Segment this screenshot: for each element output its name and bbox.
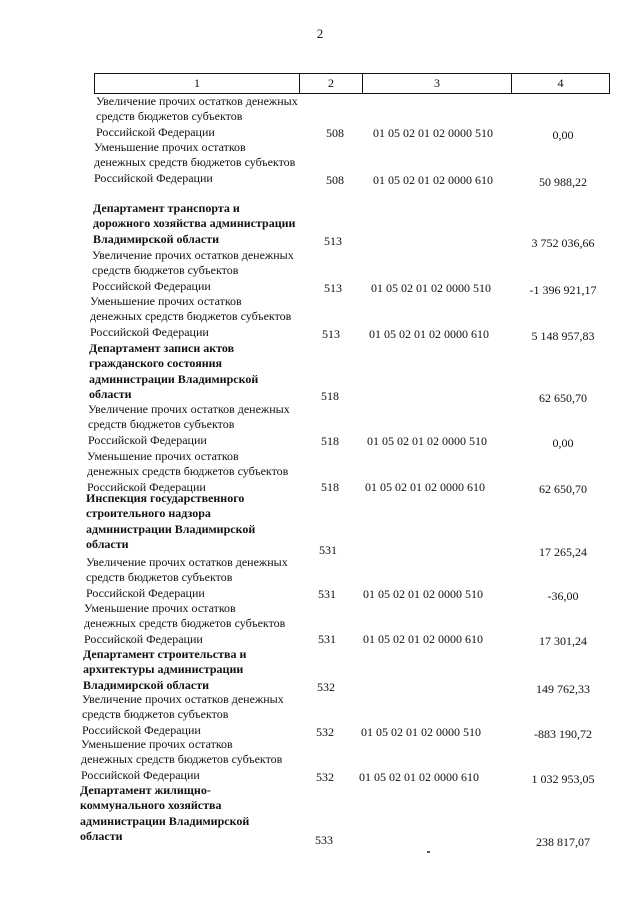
row-code: 531	[318, 587, 336, 601]
header-col-1: 1	[95, 74, 300, 93]
row-kbk-code: 01 05 02 01 02 0000 610	[365, 480, 485, 494]
row-kbk-code: 01 05 02 01 02 0000 510	[373, 126, 493, 140]
row-amount: 62 650,70	[539, 391, 587, 405]
scan-speck	[427, 851, 430, 853]
row-kbk-code: 01 05 02 01 02 0000 610	[359, 770, 479, 784]
row-code: 508	[326, 173, 344, 187]
row-amount: 17 301,24	[539, 634, 587, 648]
table-header	[94, 73, 610, 94]
row-amount: 238 817,07	[536, 835, 590, 849]
row-description: Уменьшение прочих остатков денежных средств бюджетов субъектов Российской Федерации	[81, 737, 283, 782]
row-description: Увеличение прочих остатков денежных средств бюджетов субъектов Российской Федерации	[86, 555, 288, 600]
header-col-4: 4	[557, 76, 564, 90]
row-code: 513	[324, 281, 342, 295]
row-description: Увеличение прочих остатков денежных средств бюджетов субъектов Российской Федерации	[82, 692, 284, 737]
row-amount: 3 752 036,66	[531, 236, 595, 250]
row-code: 532	[316, 725, 334, 739]
row-description: Уменьшение прочих остатков денежных средств бюджетов субъектов Российской Федерации	[84, 601, 286, 646]
row-code: 532	[317, 680, 335, 694]
row-description: Департамент жилищно- коммунального хозяйства администрации Владимирской области	[80, 783, 250, 843]
row-description: Департамент строительства и архитектуры администрации Владимирской области	[83, 647, 247, 692]
row-kbk-code: 01 05 02 01 02 0000 610	[369, 327, 489, 341]
row-code: 518	[321, 434, 339, 448]
row-description: Инспекция государственного строительного надзора администрации Владимирской области	[86, 491, 256, 551]
row-code: 508	[326, 126, 344, 140]
row-description: Уменьшение прочих остатков денежных средств бюджетов субъектов Российской Федерации	[94, 140, 296, 185]
row-description: Увеличение прочих остатков денежных средств бюджетов субъектов Российской Федерации	[96, 94, 298, 139]
row-amount: 5 148 957,83	[531, 329, 595, 343]
row-description: Увеличение прочих остатков денежных средств бюджетов субъектов Российской Федерации	[92, 248, 294, 293]
row-code: 518	[321, 389, 339, 403]
row-code: 532	[316, 770, 334, 784]
row-code: 533	[315, 833, 333, 847]
row-amount: -36,00	[547, 589, 579, 603]
row-code: 531	[319, 543, 337, 557]
row-amount: -1 396 921,17	[529, 283, 597, 297]
row-code: 513	[324, 234, 342, 248]
row-kbk-code: 01 05 02 01 02 0000 610	[363, 632, 483, 646]
row-amount: 17 265,24	[539, 545, 587, 559]
row-amount: 0,00	[552, 436, 574, 450]
row-kbk-code: 01 05 02 01 02 0000 510	[371, 281, 491, 295]
row-kbk-code: 01 05 02 01 02 0000 510	[361, 725, 481, 739]
row-code: 518	[321, 480, 339, 494]
row-code: 513	[322, 327, 340, 341]
row-amount: 1 032 953,05	[531, 772, 595, 786]
row-kbk-code: 01 05 02 01 02 0000 510	[363, 587, 483, 601]
row-description: Увеличение прочих остатков денежных средств бюджетов субъектов Российской Федерации	[88, 402, 290, 447]
row-code: 531	[318, 632, 336, 646]
row-amount: 50 988,22	[539, 175, 587, 189]
row-amount: 149 762,33	[536, 682, 590, 696]
row-kbk-code: 01 05 02 01 02 0000 610	[373, 173, 493, 187]
row-amount: -883 190,72	[534, 727, 592, 741]
row-kbk-code: 01 05 02 01 02 0000 510	[367, 434, 487, 448]
row-description: Департамент записи актов гражданского состояния администрации Владимирской области	[89, 341, 259, 401]
header-col-2: 2	[300, 74, 363, 93]
row-description: Уменьшение прочих остатков денежных средств бюджетов субъектов Российской Федерации	[90, 294, 292, 339]
row-description: Уменьшение прочих остатков денежных средств бюджетов субъектов Российской Федерации	[87, 449, 289, 494]
row-amount: 0,00	[552, 128, 574, 142]
row-amount: 62 650,70	[539, 482, 587, 496]
row-description: Департамент транспорта и дорожного хозяйства администрации Владимирской области	[93, 201, 296, 246]
page-number: 2	[316, 26, 324, 41]
header-col-3: 3	[363, 74, 512, 93]
